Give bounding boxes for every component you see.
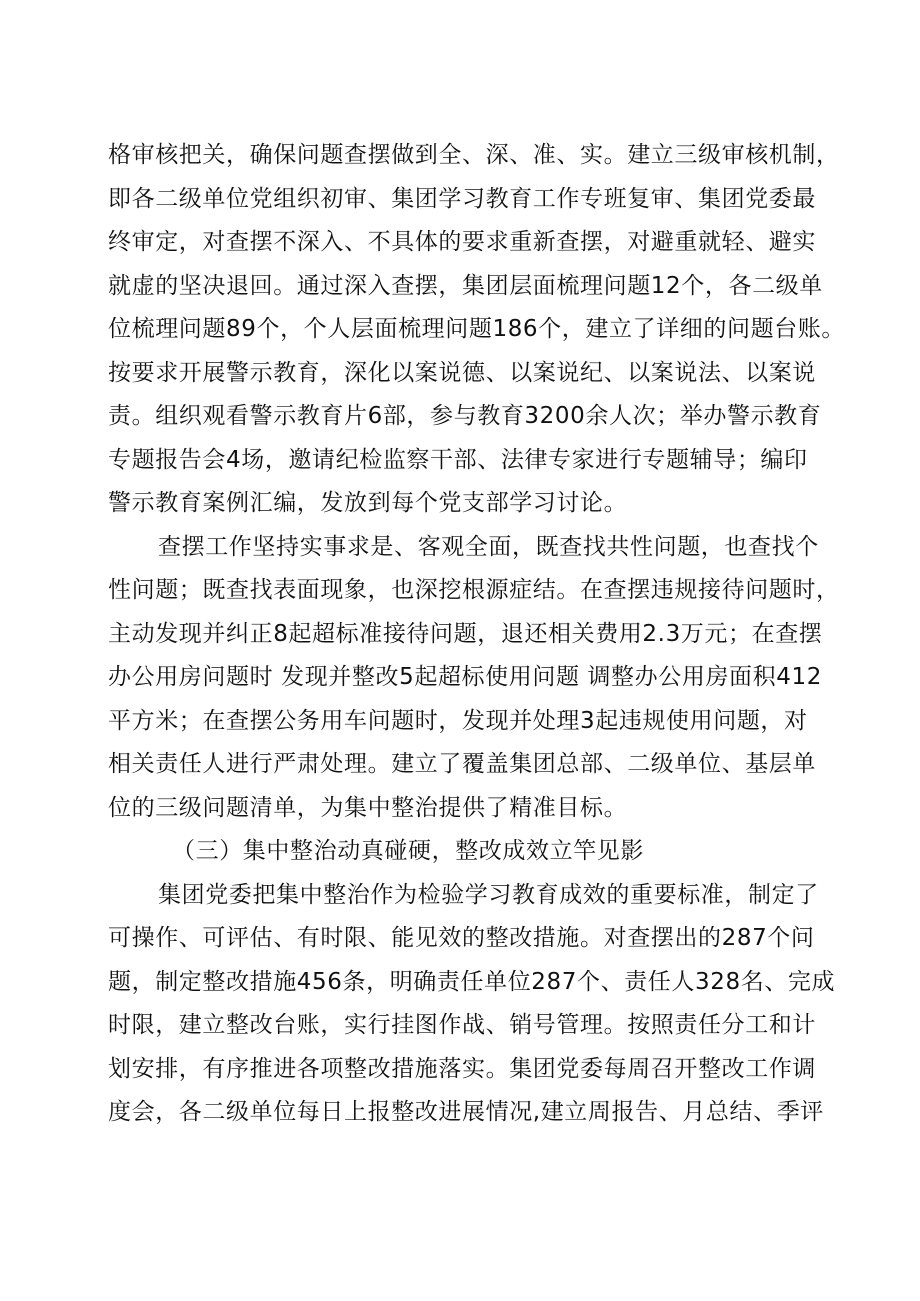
paragraph-line: 划安排，有序推进各项整改措施落实。集团党委每周召开整改工作调 bbox=[108, 1056, 816, 1082]
paragraph-line: 度会，各二级单位每日上报整改进展情况,建立周报告、月总结、季评 bbox=[108, 1099, 824, 1125]
paragraph-line: 就虚的坚决退回。通过深入查摆，集团层面梳理问题12个，各二级单 bbox=[108, 273, 823, 299]
paragraph-line: 即各二级单位党组织初审、集团学习教育工作专班复审、集团党委最 bbox=[108, 186, 816, 212]
paragraph-line: 性问题；既查找表面现象，也深挖根源症结。在查摆违规接待问题时， bbox=[108, 577, 840, 603]
paragraph-line: 责。组织观看警示教育片6部，参与教育3200余人次；举办警示教育 bbox=[108, 403, 822, 429]
paragraph-line: 格审核把关，确保问题查摆做到全、深、准、实。建立三级审核机制， bbox=[108, 142, 840, 168]
paragraph-line: 办公用房问题时 发现并整改5起超标使用问题 调整办公用房面积412 bbox=[108, 664, 822, 690]
paragraph-line: 位梳理问题89个，个人层面梳理问题186个，建立了详细的问题台账。 bbox=[108, 316, 845, 342]
paragraph-line: 相关责任人进行严肃处理。建立了覆盖集团总部、二级单位、基层单 bbox=[108, 751, 816, 777]
paragraph-line: 主动发现并纠正8起超标准接待问题，退还相关费用2.3万元；在查摆 bbox=[108, 621, 823, 647]
paragraph-line: 时限，建立整改台账，实行挂图作战、销号管理。按照责任分工和计 bbox=[108, 1012, 816, 1038]
paragraph-line: 按要求开展警示教育，深化以案说德、以案说纪、以案说法、以案说 bbox=[108, 360, 816, 386]
paragraph-line: 题，制定整改措施456条，明确责任单位287个、责任人328名、完成 bbox=[108, 969, 836, 995]
paragraph-line: 警示教育案例汇编，发放到每个党支部学习讨论。 bbox=[108, 490, 628, 516]
paragraph-line: 位的三级问题清单，为集中整治提供了精准目标。 bbox=[108, 795, 628, 821]
paragraph-first-line: 集团党委把集中整治作为检验学习教育成效的重要标准，制定了 bbox=[158, 882, 819, 908]
paragraph-line: 终审定，对查摆不深入、不具体的要求重新查摆，对避重就轻、避实 bbox=[108, 229, 816, 255]
paragraph-line: 专题报告会4场，邀请纪检监察干部、法律专家进行专题辅导；编印 bbox=[108, 447, 808, 473]
paragraph-line: 可操作、可评估、有时限、能见效的整改措施。对查摆出的287个问 bbox=[108, 925, 815, 951]
section-heading: （三）集中整治动真碰硬，整改成效立竿见影 bbox=[172, 838, 644, 864]
paragraph-first-line: 查摆工作坚持实事求是、客观全面，既查找共性问题，也查找个 bbox=[158, 534, 819, 560]
paragraph-line: 平方米；在查摆公务用车问题时，发现并处理3起违规使用问题，对 bbox=[108, 708, 808, 734]
